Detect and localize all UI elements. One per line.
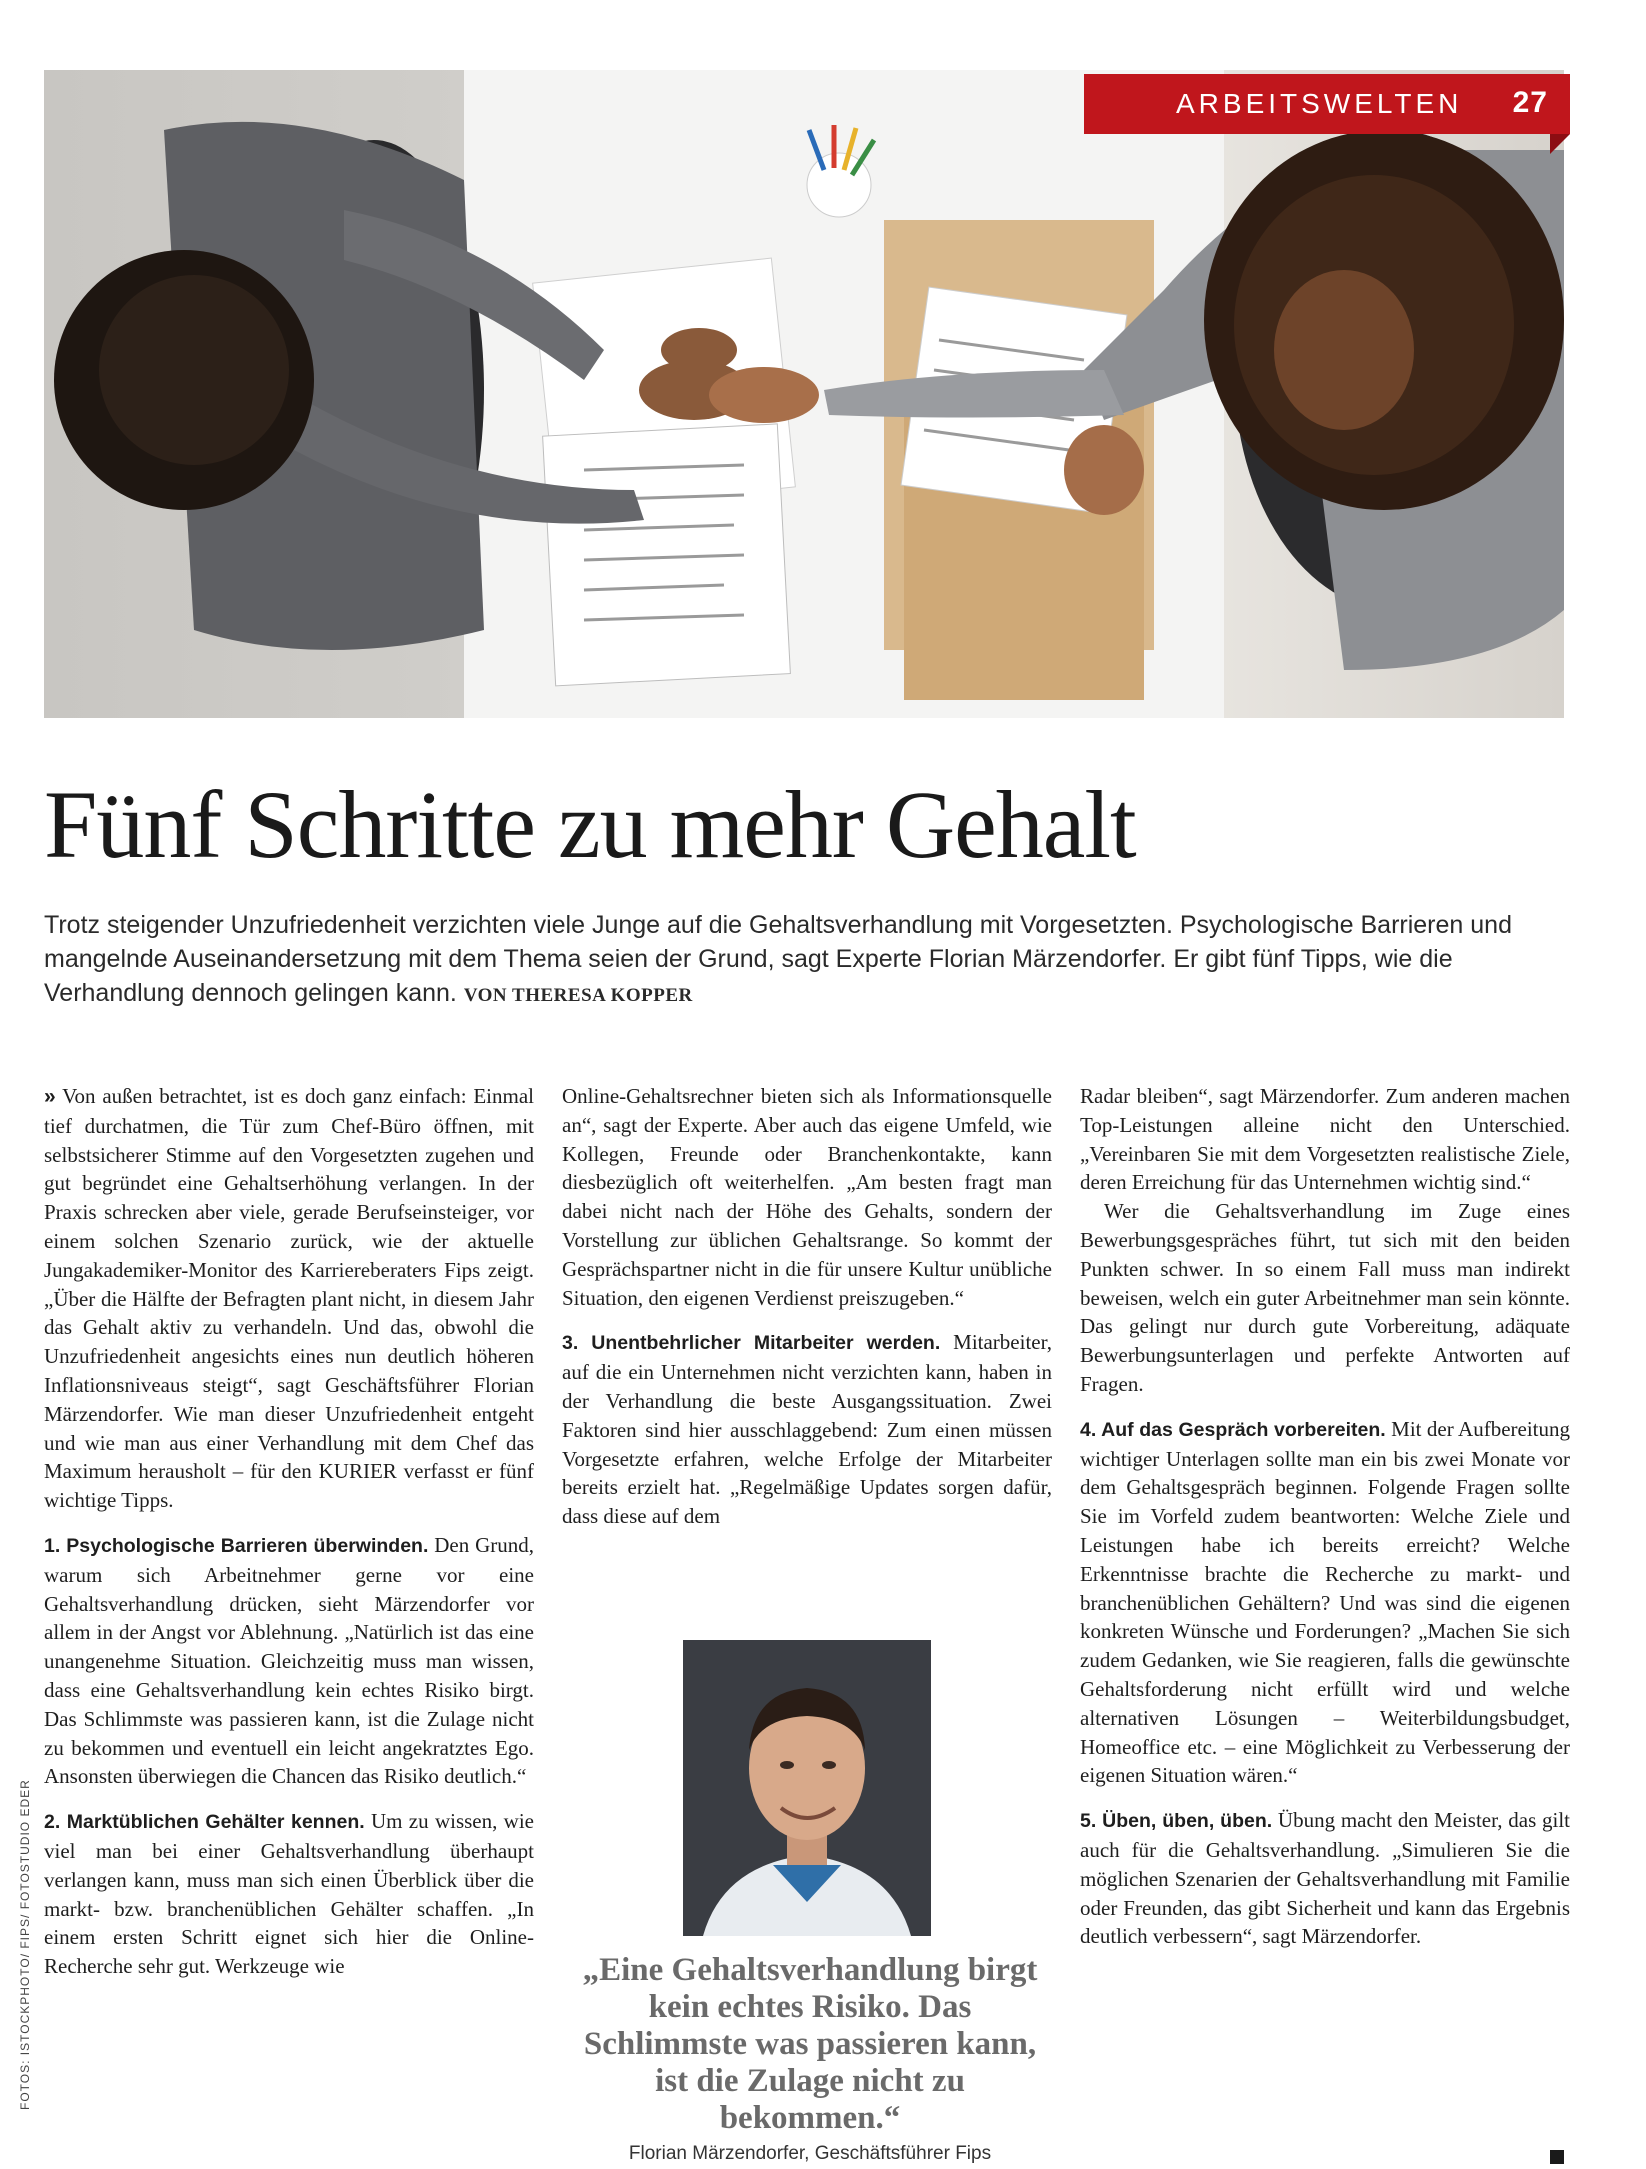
tip-4-heading: 4. Auf das Gespräch vorbereiten. bbox=[1080, 1418, 1386, 1441]
article-column-3 bbox=[1080, 1082, 1570, 1951]
pull-quote-source: Florian Märzendorfer, Geschäftsführer Fips bbox=[628, 2143, 992, 2164]
tip-2 bbox=[44, 1807, 534, 1981]
tip-3-continued: Radar bleiben“, sagt Märzendorfer. Zum anderen machen Top-Leistungen alleine nicht den Unterschied. „Vereinbaren Sie mit dem Vorgesetzten realistische Ziele, deren Erreichung für das Unternehmen wichtig sind.“ bbox=[1080, 1084, 1570, 1195]
section-header-tag bbox=[1084, 74, 1570, 134]
lead-paragraph bbox=[44, 908, 1544, 1013]
article-end-mark-icon bbox=[1550, 2150, 1564, 2164]
intro-paragraph bbox=[44, 1082, 534, 1515]
tip-3-text-part-1: Mitarbeiter, auf die ein Unternehmen nicht verzichten kann, haben in der Verhandlung die beste Ausgangssituation. Zwei Faktoren sind hier ausschlaggebend: Zum einen müssen Vorgesetzte erfahren, welche Erfolge der Mitarbeiter bereits erzielt hat. „Regelmäßige Updates sorgen dafür, dass diese auf dem bbox=[562, 1330, 1053, 1529]
tip-5-text: Übung macht den Meister, das gilt auch für die Gehaltsverhandlung. „Simulieren Sie die möglichen Szenarien der Gehaltsverhandlung mit Familie oder Freunden, das gibt Sicherheit und kann das Ergebnis deutlich verbessern“, sagt Märzendorfer. bbox=[1080, 1808, 1570, 1949]
intro-text: Von außen betrachtet, ist es doch ganz einfach: Einmal tief durchatmen, die Tür zum Chef-Büro öffnen, mit selbstsicherer Stimme auf den Vorgesetzten zugehen und gut begründet eine Gehaltserhöhung verlangen. In der Praxis schrecken aber viele, gerade Berufseinsteiger, vor einem solchen Szenario zurück, wie der aktuelle Jungakademiker-Monitor des Karriereberaters Fips zeigt. „Über die Hälfte der Befragten plant nicht, in diesem Jahr das Gehalt aktiv zu verhandeln. Und das, obwohl die Unzufriedenheit angesichts eines nun deutlich höheren Inflationsniveaus steigt“, sagt Geschäftsführer Florian Märzendorfer. Wie man dieser Unzufriedenheit entgeht und wie man aus einer Verhandlung mit dem Chef das Maximum herausholt – für den KURIER verfasst er fünf wichtige Tipps. bbox=[44, 1084, 535, 1513]
portrait-photo bbox=[683, 1640, 931, 1936]
tip-1-heading: 1. Psychologische Barrieren überwinden. bbox=[44, 1534, 429, 1557]
intro-marker-icon: » bbox=[44, 1085, 56, 1108]
photo-credit: FOTOS: ISTOCKPHOTO/ FIPS/ FOTOSTUDIO EDER bbox=[18, 1779, 32, 2110]
tip-2-heading: 2. Marktüblichen Gehälter kennen. bbox=[44, 1811, 365, 1834]
tip-1-text: Den Grund, warum sich Arbeitnehmer gerne vor eine Gehaltsverhandlung drücken, sieht Märzendorfer vor allem in der Angst vor Ablehnung. „Natürlich ist das eine unangenehme Situation. Gleichzeitig muss man wissen, dass eine Gehaltsverhandlung kein echtes Risiko birgt. Das Schlimmste was passieren kann, ist die Zulage nicht zu bekommen und eventuell ein leicht angekratztes Ego. Ansonsten überwiegen die Chancen das Risiko deutlich.“ bbox=[44, 1532, 534, 1789]
tip-3-continued-2: Wer die Gehaltsverhandlung im Zuge eines Bewerbungsgespräches führt, tut sich mit den beiden Punkten schwer. In so einem Fall muss man indirekt beweisen, welch ein guter Arbeitnehmer man sein könnte. Das gelingt nur durch gute Vorbereitung, adäquate Bewerbungsunterlagen und perfekte Antworten auf Fragen. bbox=[1080, 1199, 1570, 1396]
hero-photo bbox=[44, 70, 1564, 718]
tip-4-text: Mit der Aufbereitung wichtiger Unterlagen sollte man ein bis zwei Monate vor dem Gehaltsgespräch beginnen. Folgende Fragen sollte Sie im Vorfeld zudem beantworten: Welche Ziele und Leistungen habe ich bereits erreicht? Welche Erkenntnisse brachte die Recherche zu markt- und branchenüblichen Gehältern? Und was sind die eigenen konkreten Wünsche und Forderungen? „Machen Sie sich zudem Gedanken, wie Sie reagieren, falls die gewünschte Gehaltsforderung nicht erfüllt wird und welche alternativen Lösungen – Weiterbildungsbudget, Homeoffice etc. – eine Möglichkeit zu Verbesserung der eigenen Situation wären.“ bbox=[1080, 1416, 1570, 1788]
tag-fold-decoration bbox=[1550, 134, 1570, 154]
section-name: ARBEITSWELTEN bbox=[1176, 88, 1463, 119]
tip-2-text-part-1: Um zu wissen, wie viel man bei einer Gehaltsverhandlung überhaupt verlangen kann, muss man sich einen Überblick über die markt- bzw. branchenüblichen Gehälter schaffen. „In einem ersten Schritt eignet sich hier die Online-Recherche sehr gut. Werkzeuge wie bbox=[44, 1809, 534, 1979]
tip-4 bbox=[1080, 1415, 1570, 1790]
pull-quote: „Eine Gehaltsverhandlung birgt kein echtes Risiko. Das Schlimmste was passieren kann, ist die Zulage nicht zu bekommen.“ bbox=[582, 1952, 1038, 2136]
headline: Fünf Schritte zu mehr Gehalt bbox=[44, 771, 1136, 878]
portrait-illustration bbox=[683, 1640, 931, 1936]
lead-text: Trotz steigender Unzufriedenheit verzichten viele Junge auf die Gehaltsverhandlung mit Vorgesetzten. Psychologische Barrieren und mangelnde Auseinandersetzung mit dem Thema seien der Grund, sagt Experte Florian Märzendorfer. Er gibt fünf Tipps, wie die Verhandlung dennoch gelingen kann. bbox=[44, 911, 1512, 1007]
tip-1 bbox=[44, 1531, 534, 1791]
article-column-2 bbox=[562, 1082, 1052, 1531]
tip-5-heading: 5. Üben, üben, üben. bbox=[1080, 1810, 1273, 1833]
tip-3-heading: 3. Unentbehrlicher Mitarbeiter werden. bbox=[562, 1332, 941, 1355]
article-column-1 bbox=[44, 1082, 534, 1981]
byline: VON THERESA KOPPER bbox=[463, 985, 693, 1006]
tip-2-continued: Online-Gehaltsrechner bieten sich als Informationsquelle an“, sagt der Experte. Aber auch das eigene Umfeld, wie Kollegen, Freunde oder Branchenkontakte, kann diesbezüglich oft weiterhelfen. „Am besten fragt man dabei nicht nach der Höhe des Gehalts, sondern der Vorstellung zur üblichen Gehaltsrange. So kommt der Gesprächspartner nicht in die für unsere Kultur unübliche Situation, den eigenen Verdienst preiszugeben.“ bbox=[562, 1084, 1052, 1310]
hero-illustration bbox=[44, 70, 1564, 718]
page-number: 27 bbox=[1512, 86, 1548, 119]
tip-3 bbox=[562, 1328, 1052, 1531]
tip-5 bbox=[1080, 1806, 1570, 1951]
